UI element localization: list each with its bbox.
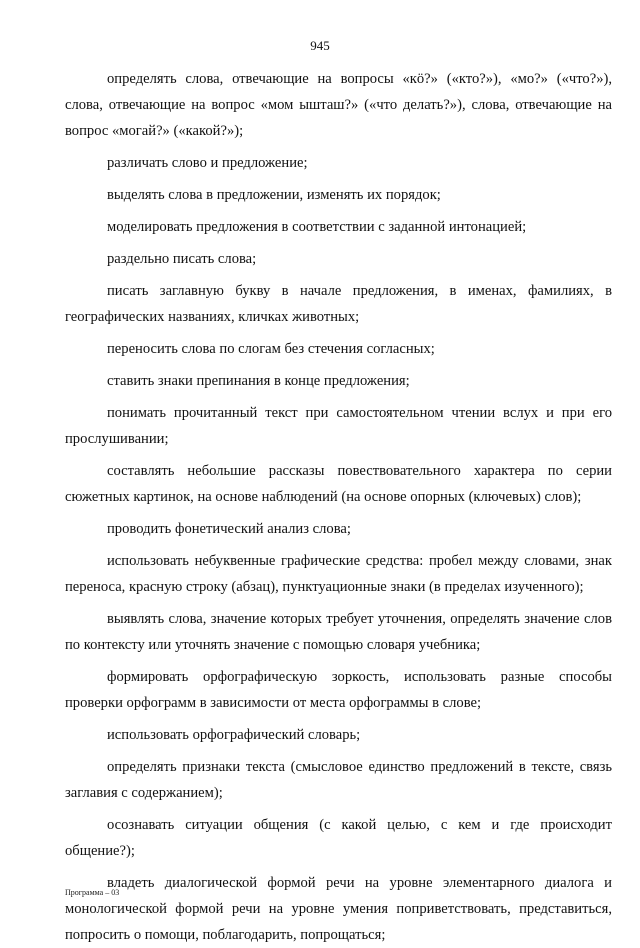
paragraph-12: использовать небуквенные графические средства: пробел между словами, знак переноса, красную строку (абзац), пунктуационные знаки (в пределах изученного);: [65, 553, 612, 595]
page-number: 945: [310, 38, 330, 53]
paragraph-9: понимать прочитанный текст при самостоятельном чтении вслух и при его прослушивании;: [65, 405, 612, 447]
document-body: [65, 66, 612, 948]
paragraph-16: определять признаки текста (смысловое единство предложений в тексте, связь заглавия с содержанием);: [65, 759, 612, 801]
paragraph-2: различать слово и предложение;: [107, 155, 308, 171]
paragraph-7: переносить слова по слогам без стечения согласных;: [107, 341, 435, 357]
paragraph-6: писать заглавную букву в начале предложения, в именах, фамилиях, в географических названиях, кличках животных;: [65, 283, 612, 325]
paragraph-17: осознавать ситуации общения (с какой целью, с кем и где происходит общение?);: [65, 817, 612, 859]
paragraph-11: проводить фонетический анализ слова;: [107, 521, 351, 537]
paragraph-5: раздельно писать слова;: [107, 251, 257, 267]
paragraph-3: выделять слова в предложении, изменять их порядок;: [107, 187, 441, 203]
footer-note: Программа – 03: [65, 888, 120, 897]
paragraph-8: ставить знаки препинания в конце предложения;: [107, 373, 410, 389]
paragraph-18: владеть диалогической формой речи на уровне элементарного диалога и монологической формой речи на уровне умения поприветствовать, представиться, попросить о помощи, поблагодарить, попрощаться;: [65, 875, 612, 943]
paragraph-15: использовать орфографический словарь;: [107, 727, 361, 743]
paragraph-1: определять слова, отвечающие на вопросы «кӧ?» («кто?»), «мо?» («что?»), слова, отвечающие на вопрос «мом ышташ?» («что делать?»), слова, отвечающие на вопрос «могай?» («какой?»);: [65, 71, 612, 139]
paragraph-10: составлять небольшие рассказы повествовательного характера по серии сюжетных картинок, на основе наблюдений (на основе опорных (ключевых) слов);: [65, 463, 612, 505]
paragraph-13: выявлять слова, значение которых требует уточнения, определять значение слов по контексту или уточнять значение с помощью словаря учебника;: [65, 611, 612, 653]
paragraph-4: моделировать предложения в соответствии с заданной интонацией;: [107, 219, 527, 235]
paragraph-14: формировать орфографическую зоркость, использовать разные способы проверки орфограмм в зависимости от места орфограммы в слове;: [65, 669, 612, 711]
